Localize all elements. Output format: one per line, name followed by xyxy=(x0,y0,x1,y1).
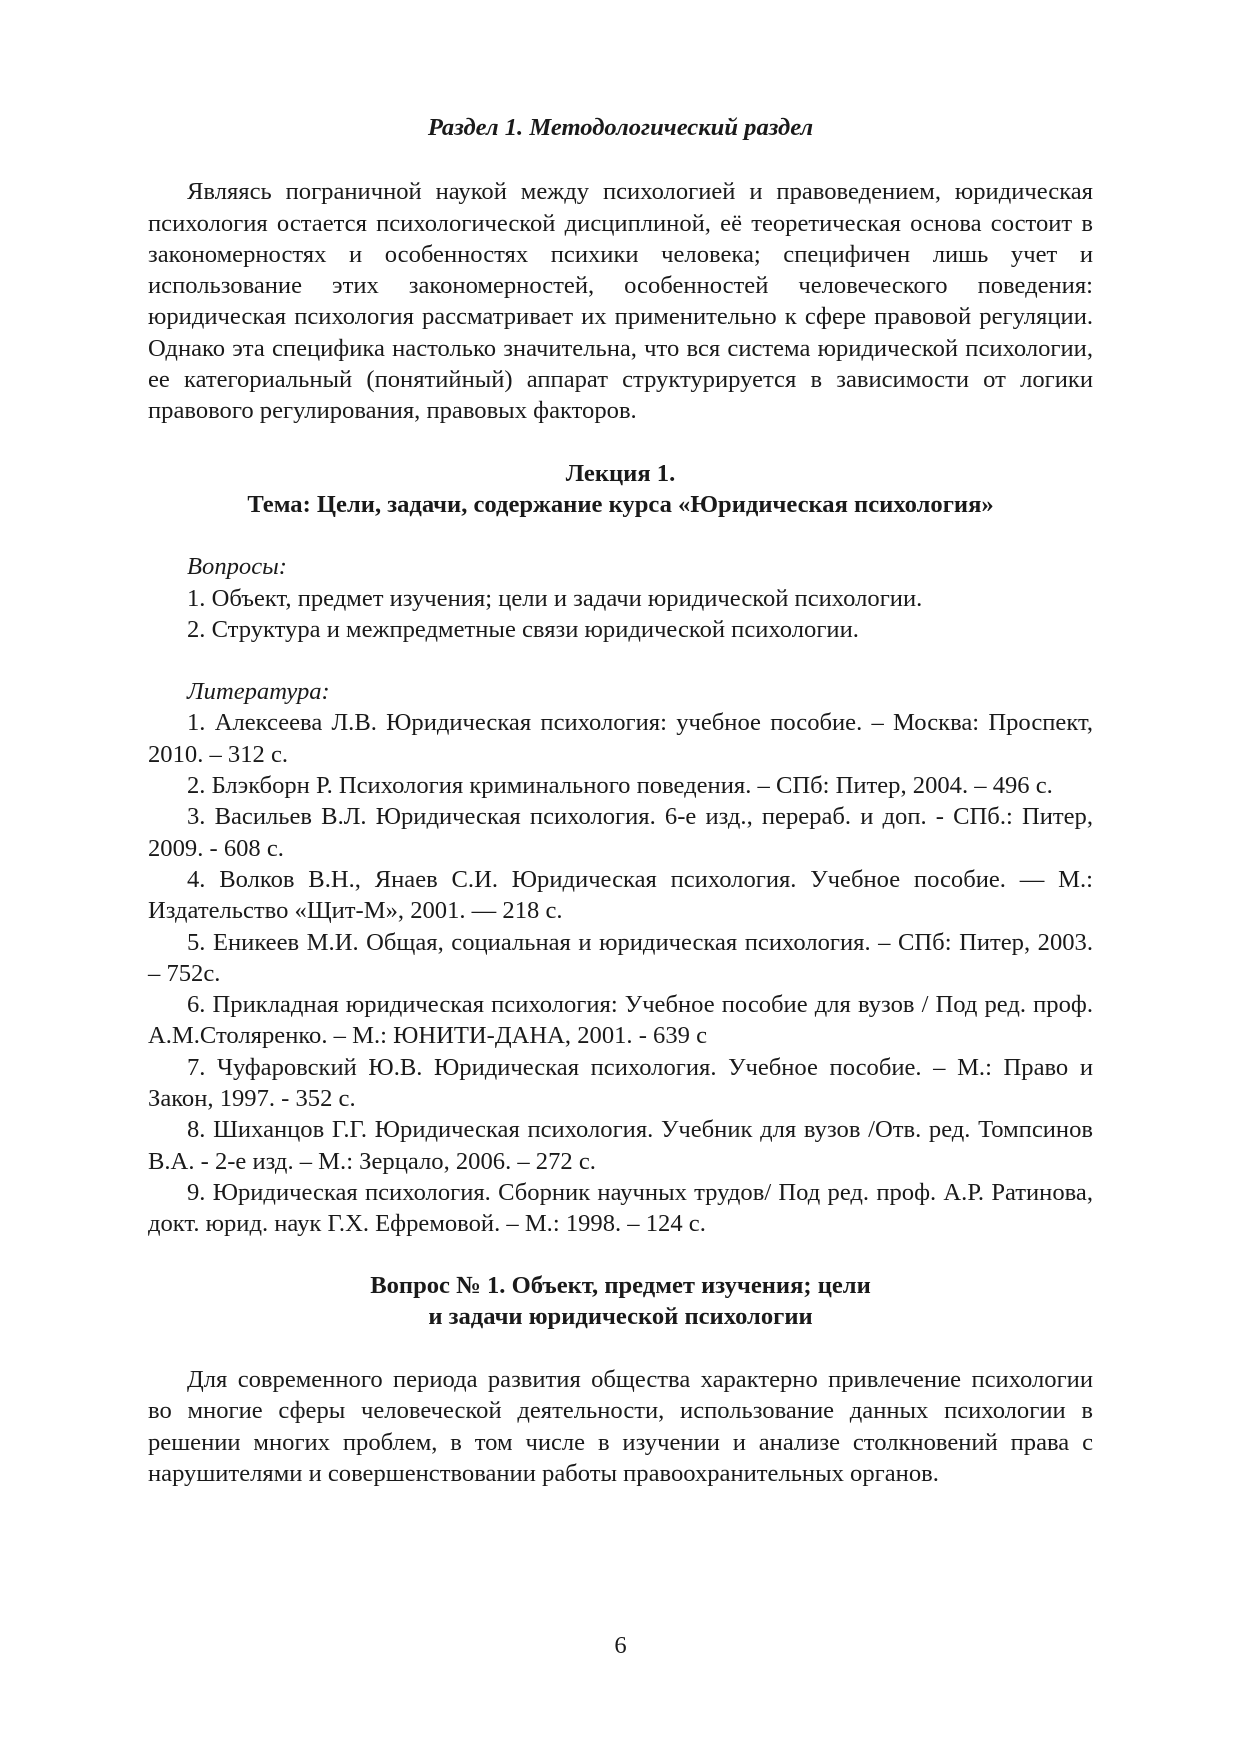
literature-item: 1. Алексеева Л.В. Юридическая психология: учебное пособие. – Москва: Проспект, 2010. – 312 с. xyxy=(148,709,1093,768)
closing-paragraph: Для современного периода развития общества характерно привлечение психологии во многие сферы человеческой деятельности, использование данных психологии в решении многих проблем, в том числе в изучении и анализе столкновений права с нарушителями и совершенствовании работы правоохранительных органов. xyxy=(148,1366,1093,1487)
document-page xyxy=(148,112,1093,1489)
literature-label: Литература: xyxy=(187,678,330,706)
literature-item: 3. Васильев В.Л. Юридическая психология. 6-е изд., перераб. и доп. - СПб.: Питер, 2009. - 608 с. xyxy=(148,803,1093,862)
section-title: Раздел 1. Методологический раздел xyxy=(427,114,814,141)
question-heading-line1: Вопрос № 1. Объект, предмет изучения; цели xyxy=(370,1271,871,1299)
question-item: 2. Структура и межпредметные связи юридической психологии. xyxy=(187,615,859,643)
questions-label: Вопросы: xyxy=(187,553,287,581)
question-heading-line2: и задачи юридической психологии xyxy=(428,1302,813,1330)
literature-item: 2. Блэкборн Р. Психология криминального поведения. – СПб: Питер, 2004. – 496 с. xyxy=(187,772,1053,800)
lecture-topic: Тема: Цели, задачи, содержание курса «Юридическая психология» xyxy=(247,490,994,518)
literature-item: 4. Волков В.Н., Янаев С.И. Юридическая психология. Учебное пособие. — М.: Издательство «Щит-М», 2001. — 218 с. xyxy=(148,865,1093,925)
literature-item: 5. Еникеев М.И. Общая, социальная и юридическая психология. – СПб: Питер, 2003. – 752с. xyxy=(148,928,1093,987)
literature-item: 7. Чуфаровский Ю.В. Юридическая психология. Учебное пособие. – М.: Право и Закон, 1997. - 352 с. xyxy=(148,1053,1093,1113)
literature-item: 6. Прикладная юридическая психология: Учебное пособие для вузов / Под ред. проф. А.М.Столяренко. – М.: ЮНИТИ-ДАНА, 2001. - 639 с xyxy=(148,991,1093,1050)
page-number: 6 xyxy=(614,1632,627,1659)
question-item: 1. Объект, предмет изучения; цели и задачи юридической психологии. xyxy=(187,584,923,612)
literature-item: 8. Шиханцов Г.Г. Юридическая психология. Учебник для вузов /Отв. ред. Томпсинов В.А. - 2-е изд. – М.: Зерцало, 2006. – 272 с. xyxy=(148,1116,1093,1175)
literature-item: 9. Юридическая психология. Сборник научных трудов/ Под ред. проф. А.Р. Ратинова, докт. юрид. наук Г.Х. Ефремовой. – М.: 1998. – 124 с. xyxy=(148,1178,1093,1238)
question-heading xyxy=(148,1270,1093,1333)
intro-paragraph: Являясь пограничной наукой между психологией и правоведением, юридическая психология остается психологической дисциплиной, её теоретическая основа состоит в закономерностях и особенностях психики человека; специфичен лишь учет и использование этих закономерностей, особенностей человеческого поведения: юридическая психология рассматривает их применительно к сфере правовой регуляции. Однако эта специфика настолько значительна, что вся система юридической психологии, ее категориальный (понятийный) аппарат структурируется в зависимости от логики правового регулирования, правовых факторов. xyxy=(148,178,1093,425)
lecture-number: Лекция 1. xyxy=(565,459,676,487)
literature-block xyxy=(148,676,1093,1239)
lecture-heading xyxy=(148,458,1093,521)
questions-block xyxy=(148,551,1093,645)
